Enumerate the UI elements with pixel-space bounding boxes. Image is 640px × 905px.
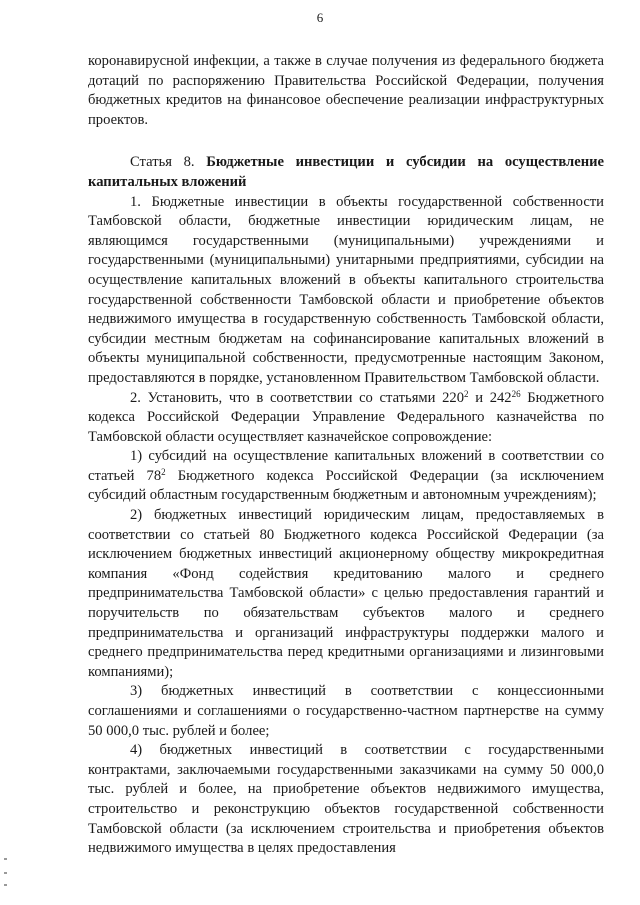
scan-margin-mark	[4, 872, 7, 874]
superscript-78-2: 2	[161, 466, 166, 477]
paragraph-item-2-text-b: и 242	[468, 389, 512, 406]
subitem-2: 2) бюджетных инвестиций юридическим лицам, предоставляемых в соответствии со статьей 80 Бюджетного кодекса Российской Федерации (за исключением бюджетных инвестиций акционерному обществу микрокредитная компания «Фонд содействия кредитованию малого и среднего предпринимательства Тамбовской области» с целью предоставления гарантий и поручительств по обязательствам субъектов малого и среднего предпринимательства и организаций инфраструктуры поддержки малого и среднего предпринимательства перед кредитными организациями и лизинговыми компаниями);	[88, 507, 604, 680]
paragraph-item-2-text-a: 2. Установить, что в соответствии со статьями 220	[130, 389, 465, 406]
subitem-1-text-a: 1) субсидий на осуществление капитальных вложений в соответствии со статьей 78	[88, 448, 604, 484]
superscript-2: 2	[464, 388, 469, 399]
paragraph-item-2	[88, 389, 604, 448]
page-number: 6	[316, 10, 324, 25]
subitem-3: 3) бюджетных инвестиций в соответствии с концессионными соглашениями и соглашениями о государственно-частном партнерстве на сумму 50 000,0 тыс. рублей и более;	[88, 683, 604, 739]
superscript-26: 26	[511, 388, 521, 399]
paragraph-item-2-text-c: Бюджетного кодекса Российской Федерации Управление Федерального казначейства по Тамбовской области осуществляет казначейское сопровождение:	[88, 389, 605, 445]
article-title: Бюджетные инвестиции и субсидии на осуществление капитальных вложений	[88, 154, 604, 190]
subitem-1-text-b: Бюджетного кодекса Российской Федерации (за исключением субсидий областным государственным бюджетным и автономным учреждениям);	[88, 467, 604, 504]
scan-margin-mark	[4, 884, 7, 886]
article-label: Статья 8.	[130, 154, 195, 171]
subitem-4: 4) бюджетных инвестиций в соответствии с государственными контрактами, заключаемыми государственными заказчиками на сумму 50 000,0 тыс. рублей и более, на приобретение объектов недвижимого имущества, строительство и реконструкцию объектов государственной собственности Тамбовской области (за исключением строительства и приобретения объектов недвижимого имущества в целях предоставления	[88, 742, 604, 857]
document-body	[88, 52, 604, 859]
scan-margin-mark	[4, 858, 7, 860]
paragraph-continuation: коронавирусной инфекции, а также в случае получения из федерального бюджета дотаций по распоряжению Правительства Российской Федерации, получения бюджетных кредитов на финансовое обеспечение реализации инфраструктурных проектов.	[88, 53, 604, 128]
paragraph-item-1: 1. Бюджетные инвестиции в объекты государственной собственности Тамбовской области, бюджетные инвестиции юридическим лицам, не являющимся государственными (муниципальными) учреждениями и государственными (муниципальными) унитарными предприятиями, субсидии на осуществление капитальных вложений в объекты капитального строительства государственной собственности Тамбовской области и приобретение объектов недвижимого имущества в государственную собственность Тамбовской области, субсидии местным бюджетам на софинансирование капитальных вложений в объекты муниципальной собственности, предусмотренные настоящим Законом, предоставляются в порядке, установленном Правительством Тамбовской области.	[88, 193, 604, 386]
subitem-1	[88, 447, 604, 506]
article-heading	[88, 153, 604, 192]
